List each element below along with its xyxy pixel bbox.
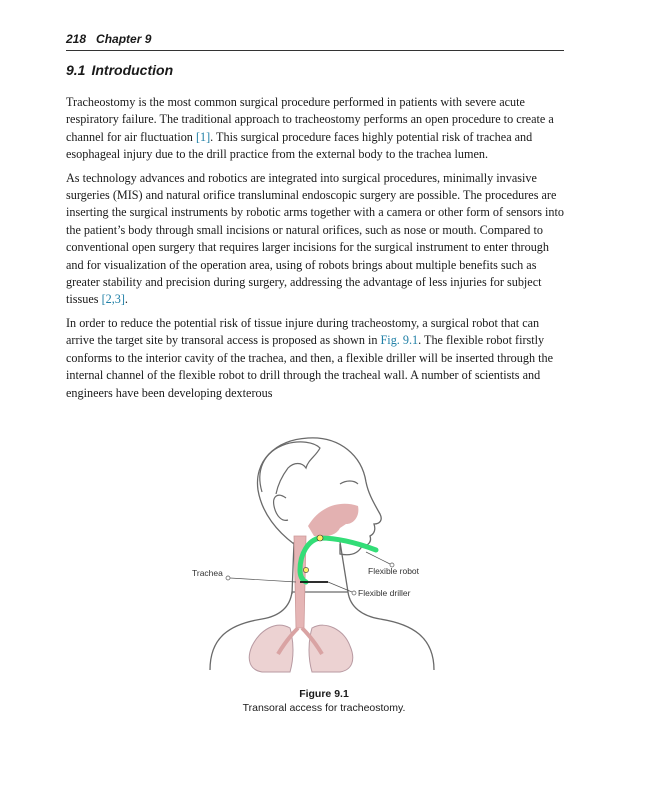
running-head — [66, 32, 564, 46]
trachea-leader — [230, 578, 296, 582]
robot-joint — [317, 535, 323, 541]
section-heading — [66, 62, 173, 78]
figure-caption-label: Figure 9.1 — [299, 688, 349, 700]
citation-link[interactable]: [2,3] — [101, 292, 125, 307]
ear-outline — [274, 495, 288, 520]
flexible-robot — [300, 538, 376, 582]
paragraph-3-text: In order to reduce the potential risk of tissue injure during tracheostomy, a surgical robot that can arrive the target site by transoral access is proposed as shown in — [66, 315, 540, 348]
oral-cavity — [308, 504, 358, 537]
body-text — [66, 94, 566, 408]
trachea-label: Trachea — [192, 568, 223, 578]
right-lung — [309, 625, 353, 672]
driller-marker — [352, 591, 356, 595]
paragraph-2 — [66, 170, 566, 309]
trachea-marker — [226, 576, 230, 580]
paragraph-1-text-end: . This surgical procedure faces highly potential risk of trachea and esophageal injury due to the drill practice from the external body to the trachea lumen. — [66, 129, 533, 162]
citation-link[interactable]: [1] — [195, 129, 211, 144]
figure-9-1 — [190, 432, 490, 680]
page-number: 218 — [66, 32, 87, 46]
robot-leader — [366, 552, 390, 564]
section-number: 9.1 — [66, 62, 86, 78]
figure-caption-text: Transoral access for tracheostomy. — [242, 702, 406, 714]
paragraph-2-text: As technology advances and robotics are integrated into surgical procedures, minimally invasive surgeries (MIS) and natural orifice transluminal endoscopic surgery are possible. The procedures are inserting the surgical instruments by robotic arms together with a camera or other form of sensors into the patient’s body through small incisions or natural orifices, such as nose or mouth. Compared to conventional open surgery that requires larger incisions for the surgical instrument to enter through and for visualization of the operation area, using of robots brings about multiple benefits such as greater stability and precision during surgery, addressing the advantage of less injuries for subject tissues — [66, 170, 564, 307]
paragraph-1-text: Tracheostomy is the most common surgical procedure performed in patients with severe acute respiratory failure. The traditional approach to tracheostomy performs an open procedure to create a channel for air fluctuation — [66, 95, 554, 144]
section-title: Introduction — [91, 62, 174, 78]
tracheostomy-illustration — [190, 432, 490, 680]
paragraph-1 — [66, 94, 566, 164]
driller-leader — [328, 582, 352, 592]
chapter-label: Chapter 9 — [96, 32, 152, 46]
figure-link[interactable]: Fig. 9.1 — [380, 333, 419, 348]
header-rule — [66, 50, 564, 51]
paragraph-2-text-end: . — [124, 292, 128, 307]
paragraph-3-text-end: . The flexible robot firstly conforms to the interior cavity of the trachea, and then, a flexible driller will be inserted through the internal channel of the flexible robot to drill through the tracheal wall. A number of scientists and engineers have been developing dexterous — [66, 333, 553, 400]
paragraph-3 — [66, 315, 566, 402]
flexible-driller-label: Flexible driller — [358, 588, 411, 598]
robot-joint — [303, 567, 308, 572]
eye — [340, 481, 358, 484]
flexible-robot-label: Flexible robot — [368, 566, 420, 576]
hair-outline — [260, 442, 320, 494]
left-lung — [249, 625, 293, 672]
